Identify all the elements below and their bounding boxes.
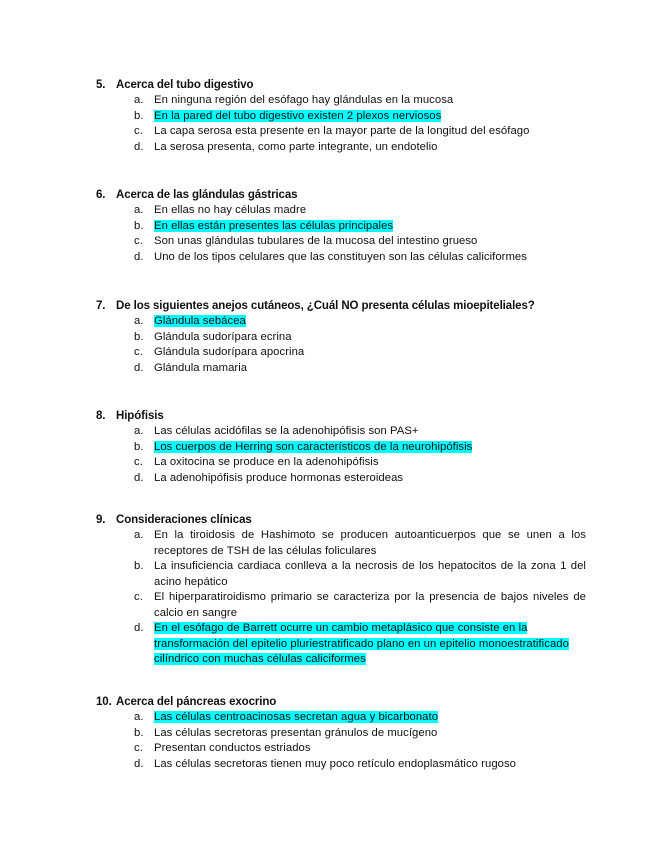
option-a	[96, 203, 586, 219]
option-d	[96, 250, 586, 266]
option-text: Glándula sudorípara ecrina	[154, 330, 292, 343]
option-letter: b.	[134, 330, 144, 343]
option-text: En ninguna región del esófago hay glándulas en la mucosa	[154, 94, 454, 106]
question-title	[96, 188, 586, 203]
option-text: El hiperparatiroidismo primario se caracteriza por la presencia de bajos niveles de calcio en sangre	[154, 591, 586, 619]
option-letter: d.	[134, 471, 144, 484]
option-text: Glándula sudorípara apocrina	[154, 346, 305, 358]
options-list	[96, 710, 586, 772]
option-text: La adenohipófisis produce hormonas esteroideas	[154, 471, 404, 484]
question-number: 10.	[96, 696, 112, 708]
option-b	[96, 440, 586, 456]
option-c	[96, 124, 586, 140]
option-letter: a.	[134, 94, 144, 106]
option-letter: a.	[134, 315, 144, 327]
option-text: Las células secretoras tienen muy poco retículo endoplasmático rugoso	[154, 757, 517, 770]
option-text-highlighted: Los cuerpos de Herring son característicos de la neurohipófisis	[154, 440, 473, 453]
question-number: 8.	[96, 410, 106, 422]
option-a	[96, 93, 586, 109]
option-a	[96, 424, 586, 440]
option-c	[96, 455, 586, 471]
option-letter: d.	[134, 250, 144, 263]
option-d	[96, 471, 586, 487]
option-letter: c.	[134, 125, 143, 137]
option-d	[96, 757, 586, 773]
question-text: Acerca del tubo digestivo	[116, 79, 254, 91]
option-letter: d.	[134, 622, 144, 634]
option-text-highlighted: En el esófago de Barrett ocurre un cambio metaplásico que consiste en la transformación del epitelio pluriestratificado plano en un epitelio monoestratificado cilíndrico con muchas células caliciformes	[154, 622, 569, 665]
question-text: Hipófisis	[116, 410, 164, 422]
option-text: La capa serosa esta presente en la mayor parte de la longitud del esófago	[154, 125, 530, 137]
option-letter: a.	[134, 425, 144, 437]
option-letter: a.	[134, 204, 144, 216]
option-letter: b.	[134, 109, 144, 122]
option-text: Uno de los tipos celulares que las constituyen son las células caliciformes	[154, 250, 527, 263]
option-b	[96, 330, 586, 346]
option-text-highlighted: Las células centroacinosas secretan agua y bicarbonato	[154, 711, 439, 723]
question-title	[96, 299, 586, 314]
question-number: 9.	[96, 514, 106, 526]
option-c	[96, 590, 586, 621]
option-letter: c.	[134, 346, 143, 358]
option-letter: b.	[134, 726, 144, 739]
question-text: Acerca del páncreas exocrino	[116, 696, 277, 708]
question-10	[96, 695, 586, 772]
option-text: Son unas glándulas tubulares de la mucosa del intestino grueso	[154, 235, 478, 247]
question-number: 7.	[96, 300, 106, 312]
option-text-highlighted: En la pared del tubo digestivo existen 2 plexos nerviosos	[154, 109, 442, 122]
option-text: En la tiroidosis de Hashimoto se producen autoanticuerpos que se unen a los receptores de TSH de las células foliculares	[154, 529, 586, 557]
option-letter: c.	[134, 456, 143, 468]
option-d	[96, 361, 586, 377]
options-list	[96, 424, 586, 486]
question-title	[96, 78, 586, 93]
question-text: Consideraciones clínicas	[116, 514, 252, 526]
question-number: 5.	[96, 79, 106, 91]
option-letter: a.	[134, 529, 144, 541]
option-d	[96, 621, 586, 668]
option-letter: a.	[134, 711, 144, 723]
option-letter: d.	[134, 757, 144, 770]
option-a	[96, 710, 586, 726]
option-a	[96, 528, 586, 559]
question-title	[96, 409, 586, 424]
question-text: Acerca de las glándulas gástricas	[116, 189, 298, 201]
option-text: Las células secretoras presentan gránulos de mucígeno	[154, 726, 438, 739]
option-text: Presentan conductos estriados	[154, 742, 311, 754]
option-c	[96, 234, 586, 250]
option-letter: b.	[134, 219, 144, 232]
question-number: 6.	[96, 189, 106, 201]
option-b	[96, 559, 586, 590]
option-letter: b.	[134, 560, 144, 572]
option-text: En ellas no hay células madre	[154, 204, 307, 216]
option-text: La insuficiencia cardiaca conlleva a la necrosis de los hepatocitos de la zona 1 del acino hepático	[154, 560, 586, 588]
option-b	[96, 109, 586, 125]
question-text: De los siguientes anejos cutáneos, ¿Cuál NO presenta células mioepiteliales?	[116, 300, 535, 312]
question-5	[96, 78, 586, 155]
question-6	[96, 188, 586, 265]
option-text-highlighted: Glándula sebácea	[154, 315, 246, 327]
option-b	[96, 726, 586, 742]
question-title	[96, 695, 586, 710]
option-letter: c.	[134, 742, 143, 754]
options-list	[96, 314, 586, 376]
option-letter: c.	[134, 235, 143, 247]
option-text: La serosa presenta, como parte integrante, un endotelio	[154, 140, 438, 153]
option-c	[96, 345, 586, 361]
option-letter: d.	[134, 140, 144, 153]
question-title	[96, 513, 586, 528]
question-9	[96, 513, 586, 668]
option-text: Las células acidófilas se la adenohipófisis son PAS+	[154, 425, 419, 437]
options-list	[96, 528, 586, 668]
option-d	[96, 140, 586, 156]
option-letter: d.	[134, 361, 144, 374]
option-c	[96, 741, 586, 757]
option-text: Glándula mamaria	[154, 361, 248, 374]
question-8	[96, 409, 586, 486]
options-list	[96, 93, 586, 155]
option-text-highlighted: En ellas están presentes las células principales	[154, 219, 394, 232]
option-b	[96, 219, 586, 235]
question-7	[96, 299, 586, 376]
option-text: La oxitocina se produce en la adenohipófisis	[154, 456, 379, 468]
option-a	[96, 314, 586, 330]
option-letter: b.	[134, 440, 144, 453]
options-list	[96, 203, 586, 265]
option-letter: c.	[134, 591, 143, 603]
